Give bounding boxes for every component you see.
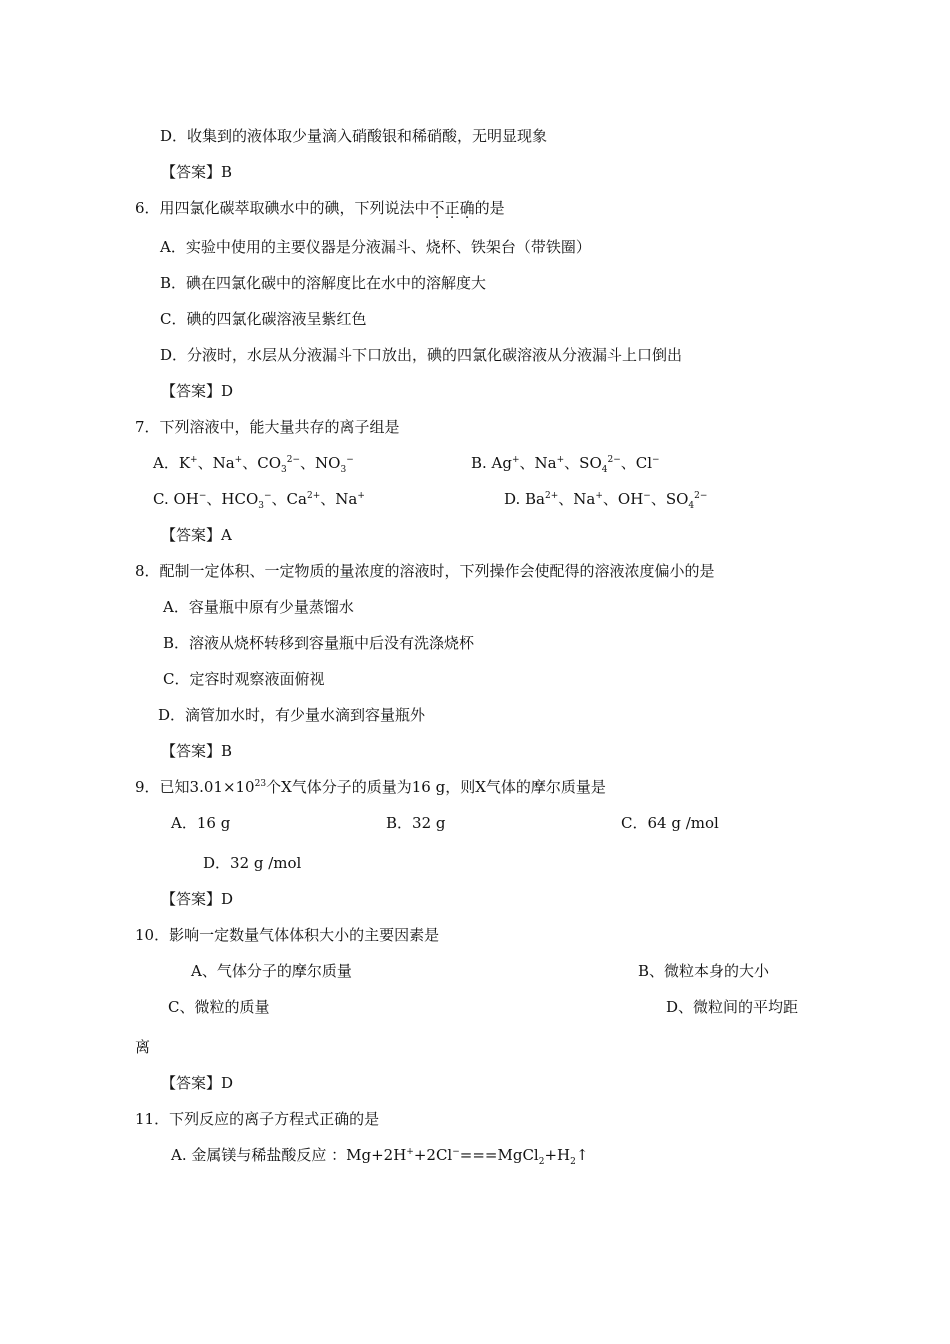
q5-option-d: D．收集到的液体取少量滴入硝酸银和稀硝酸，无明显现象: [160, 127, 548, 145]
q8-option-c: C．定容时观察液面俯视: [163, 670, 325, 688]
q8-option-a: A．容量瓶中原有少量蒸馏水: [163, 598, 354, 616]
q6-stem: 6．用四氯化碳萃取碘水中的碘，下列说法中不正确的是: [135, 199, 505, 217]
q7-option-c: C. OH−、$HCO_3^-$、$Ca^{2+}$、Na+: [153, 490, 365, 511]
q10-option-d: D、微粒间的平均距: [666, 998, 799, 1016]
q8-option-d: D．滴管加水时，有少量水滴到容量瓶外: [158, 706, 426, 724]
q9-option-c: C．64 g /mol: [621, 814, 719, 832]
q6-option-a: A．实验中使用的主要仪器是分液漏斗、烧杯、铁架台（带铁圈）: [160, 238, 591, 256]
q9-option-d: D．32 g /mol: [203, 854, 302, 872]
q6-option-c: C．碘的四氯化碳溶液呈紫红色: [160, 310, 367, 328]
q10-option-c: C、微粒的质量: [168, 998, 270, 1016]
q6-answer: 【答案】D: [161, 382, 234, 400]
q10-option-d-wrap: 离: [135, 1038, 151, 1056]
q6-option-d: D．分液时，水层从分液漏斗下口放出，碘的四氯化碳溶液从分液漏斗上口倒出: [160, 346, 683, 364]
q10-stem: 10．影响一定数量气体体积大小的主要因素是: [135, 926, 440, 944]
q10-option-b: B、微粒本身的大小: [638, 962, 770, 980]
q11-stem: 11．下列反应的离子方程式正确的是: [135, 1110, 380, 1128]
q9-stem: 9．已知$3.01\times 10^{23}$个X气体分子的质量为16 g，则X气体的摩尔质量是: [135, 778, 606, 796]
q5-answer: 【答案】B: [161, 163, 233, 181]
q7-option-a: A．K+、Na+、$CO_3^{2-}$、$NO_3^-$: [153, 454, 354, 475]
q9-answer: 【答案】D: [161, 890, 234, 908]
q8-stem: 8．配制一定体积、一定物质的量浓度的溶液时，下列操作会使配得的溶液浓度偏小的是: [135, 562, 715, 580]
q10-option-a: A、气体分子的摩尔质量: [191, 962, 352, 980]
q6-option-b: B．碘在四氯化碳中的溶解度比在水中的溶解度大: [160, 274, 487, 292]
q8-option-b: B．溶液从烧杯转移到容量瓶中后没有洗涤烧杯: [163, 634, 475, 652]
q7-option-d: D. $Ba^{2+}$、Na+、OH−、$SO_4^{2-}$: [504, 490, 708, 511]
q10-answer: 【答案】D: [161, 1074, 234, 1092]
q11-option-a: A. 金属镁与稀盐酸反应 ：$Mg+2H^++2Cl^-===MgCl_2+H_2↑$: [171, 1146, 589, 1167]
q7-option-b: B. Ag+、Na+、$SO_4^{2-}$、Cl−: [471, 454, 660, 475]
q9-option-b: B．32 g: [386, 814, 446, 832]
q8-answer: 【答案】B: [161, 742, 233, 760]
q7-stem: 7．下列溶液中，能大量共存的离子组是: [135, 418, 400, 436]
q9-option-a: A．16 g: [171, 814, 231, 832]
q7-answer: 【答案】A: [161, 526, 232, 544]
